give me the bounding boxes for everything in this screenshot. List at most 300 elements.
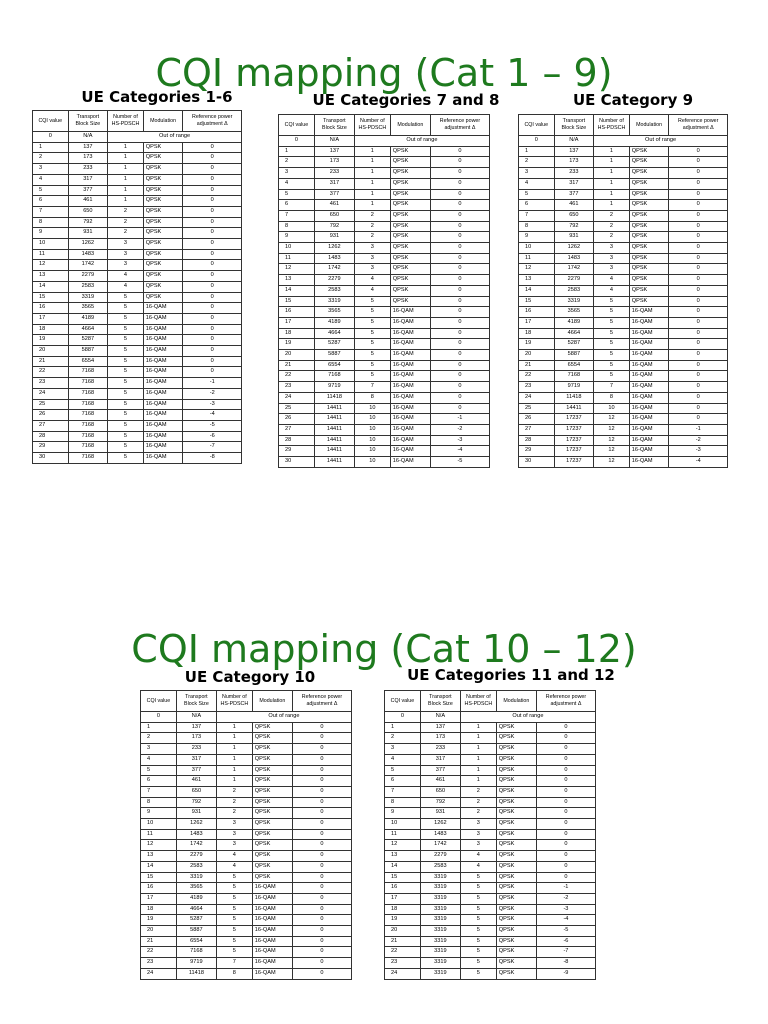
cqi-value-cell: 10 [33, 239, 69, 250]
cqi-value-cell: 0 [33, 132, 69, 143]
cqi-value-cell: 13 [279, 275, 315, 286]
hs-pdsch-cell: 5 [108, 346, 144, 357]
hs-pdsch-cell: 2 [108, 228, 144, 239]
hs-pdsch-cell: 5 [354, 339, 390, 350]
hs-pdsch-cell: 1 [460, 744, 496, 755]
table-row [385, 754, 596, 765]
modulation-cell: 16-QAM [143, 431, 183, 442]
modulation-cell: QPSK [390, 146, 430, 157]
modulation-cell: QPSK [496, 722, 536, 733]
table-row [519, 382, 728, 393]
table-row [279, 446, 490, 457]
cqi-value-cell: 21 [519, 360, 555, 371]
table-row [385, 936, 596, 947]
out-of-range-cell: Out of range [594, 136, 728, 147]
modulation-cell: QPSK [390, 264, 430, 275]
cqi-value-cell: 2 [33, 153, 69, 164]
tbs-cell: 650 [314, 210, 354, 221]
hs-pdsch-cell: 5 [594, 307, 630, 318]
power-adjust-cell: -3 [669, 446, 728, 457]
cqi-value-cell: 13 [33, 271, 69, 282]
cqi-value-cell: 10 [519, 243, 555, 254]
power-adjust-cell: -2 [669, 435, 728, 446]
hs-pdsch-cell: 10 [354, 457, 390, 468]
table-row [519, 232, 728, 243]
cqi-value-cell: 3 [141, 744, 177, 755]
hs-pdsch-cell: 1 [460, 733, 496, 744]
table-row [385, 883, 596, 894]
cqi-value-cell: 13 [385, 851, 421, 862]
cqi-value-cell: 19 [385, 915, 421, 926]
table-row [279, 360, 490, 371]
hs-pdsch-cell: 5 [594, 350, 630, 361]
tbs-cell: 377 [420, 765, 460, 776]
power-adjust-cell: -1 [536, 883, 595, 894]
tbs-cell: 377 [554, 189, 594, 200]
cqi-value-cell: 13 [141, 851, 177, 862]
modulation-cell: QPSK [496, 808, 536, 819]
modulation-cell: QPSK [496, 829, 536, 840]
modulation-cell: QPSK [143, 217, 183, 228]
cqi-value-cell: 3 [33, 164, 69, 175]
column-header: CQI value [279, 115, 315, 136]
power-adjust-cell: 0 [536, 797, 595, 808]
cqi-value-cell: 22 [141, 947, 177, 958]
table-row [279, 457, 490, 468]
table-row [279, 350, 490, 361]
modulation-cell: 16-QAM [252, 904, 292, 915]
power-adjust-cell: -8 [183, 453, 242, 464]
modulation-cell: QPSK [252, 872, 292, 883]
modulation-cell: QPSK [252, 765, 292, 776]
cqi-value-cell: 7 [141, 786, 177, 797]
power-adjust-cell: 0 [430, 296, 489, 307]
cqi-value-cell: 26 [279, 414, 315, 425]
table-row [33, 378, 242, 389]
hs-pdsch-cell: 5 [108, 303, 144, 314]
modulation-cell: QPSK [496, 819, 536, 830]
table-header-row [519, 115, 728, 136]
power-adjust-cell: 0 [430, 157, 489, 168]
modulation-cell: 16-QAM [252, 893, 292, 904]
cqi-value-cell: 15 [519, 296, 555, 307]
table-row [385, 840, 596, 851]
hs-pdsch-cell: 1 [108, 196, 144, 207]
cqi-value-cell: 29 [279, 446, 315, 457]
tbs-cell: 6554 [176, 936, 216, 947]
hs-pdsch-cell: 2 [460, 808, 496, 819]
cqi-value-cell: 19 [141, 915, 177, 926]
power-adjust-cell: 0 [292, 883, 351, 894]
power-adjust-cell: 0 [430, 264, 489, 275]
table-label-cat-9: UE Category 9 [573, 91, 693, 109]
table-row [279, 221, 490, 232]
power-adjust-cell: -2 [183, 388, 242, 399]
cqi-value-cell: 5 [385, 765, 421, 776]
hs-pdsch-cell: 10 [594, 403, 630, 414]
power-adjust-cell: 0 [669, 243, 728, 254]
power-adjust-cell: 0 [669, 221, 728, 232]
table-row [279, 307, 490, 318]
power-adjust-cell: 0 [669, 232, 728, 243]
power-adjust-cell: -5 [183, 420, 242, 431]
hs-pdsch-cell: 12 [594, 446, 630, 457]
cqi-value-cell: 17 [33, 313, 69, 324]
tbs-cell: 2279 [314, 275, 354, 286]
table-row [279, 168, 490, 179]
hs-pdsch-cell: 1 [108, 142, 144, 153]
tbs-cell: 4189 [68, 313, 108, 324]
modulation-cell: 16-QAM [143, 453, 183, 464]
modulation-cell: QPSK [629, 221, 669, 232]
power-adjust-cell: 0 [669, 285, 728, 296]
modulation-cell: 16-QAM [629, 317, 669, 328]
power-adjust-cell: 0 [536, 786, 595, 797]
cqi-value-cell: 20 [33, 346, 69, 357]
column-header: Reference power adjustment Δ [430, 115, 489, 136]
cqi-value-cell: 1 [385, 722, 421, 733]
power-adjust-cell: -1 [183, 378, 242, 389]
modulation-cell: 16-QAM [252, 947, 292, 958]
table-row [33, 196, 242, 207]
table-row [519, 168, 728, 179]
modulation-cell: 16-QAM [252, 915, 292, 926]
column-header: Transport Block Size [554, 115, 594, 136]
tbs-cell: 3319 [176, 872, 216, 883]
modulation-cell: 16-QAM [629, 403, 669, 414]
column-header: Reference power adjustment Δ [183, 111, 242, 132]
cqi-value-cell: 24 [385, 968, 421, 979]
hs-pdsch-cell: 5 [594, 360, 630, 371]
cqi-value-cell: 11 [279, 253, 315, 264]
power-adjust-cell: 0 [292, 808, 351, 819]
table-row [519, 392, 728, 403]
hs-pdsch-cell: 2 [216, 797, 252, 808]
table-row [519, 424, 728, 435]
power-adjust-cell: -7 [183, 442, 242, 453]
table-row [385, 893, 596, 904]
cqi-value-cell: 23 [385, 958, 421, 969]
power-adjust-cell: 0 [669, 328, 728, 339]
hs-pdsch-cell: 3 [216, 829, 252, 840]
cqi-value-cell: 17 [519, 317, 555, 328]
tbs-cell: 2279 [176, 851, 216, 862]
modulation-cell: 16-QAM [390, 382, 430, 393]
table-row [519, 371, 728, 382]
cqi-value-cell: 19 [33, 335, 69, 346]
tbs-cell: 1262 [314, 243, 354, 254]
table-row [33, 453, 242, 464]
cqi-value-cell: 27 [519, 424, 555, 435]
power-adjust-cell: -6 [183, 431, 242, 442]
power-adjust-cell: 0 [430, 382, 489, 393]
power-adjust-cell: 0 [669, 382, 728, 393]
cqi-value-cell: 6 [141, 776, 177, 787]
power-adjust-cell: 0 [536, 861, 595, 872]
hs-pdsch-cell: 5 [108, 399, 144, 410]
slide-title-cat-10-12: CQI mapping (Cat 10 – 12) [131, 627, 637, 671]
tbs-cell: 14411 [314, 457, 354, 468]
modulation-cell: QPSK [252, 840, 292, 851]
table-row [519, 350, 728, 361]
tbs-cell: 1483 [420, 829, 460, 840]
modulation-cell: 16-QAM [390, 457, 430, 468]
modulation-cell: QPSK [496, 861, 536, 872]
cqi-value-cell: 3 [385, 744, 421, 755]
hs-pdsch-cell: 1 [594, 189, 630, 200]
power-adjust-cell: 0 [430, 168, 489, 179]
table-row [33, 399, 242, 410]
modulation-cell: QPSK [496, 904, 536, 915]
power-adjust-cell: 0 [536, 754, 595, 765]
cqi-value-cell: 8 [33, 217, 69, 228]
power-adjust-cell: 0 [669, 317, 728, 328]
hs-pdsch-cell: 1 [108, 164, 144, 175]
power-adjust-cell: -5 [536, 926, 595, 937]
table-row [141, 947, 352, 958]
column-header: Number of HS-PDSCH [216, 691, 252, 712]
cqi-value-cell: 23 [141, 958, 177, 969]
modulation-cell: 16-QAM [629, 339, 669, 350]
hs-pdsch-cell: 1 [594, 200, 630, 211]
table-row [519, 243, 728, 254]
table-row [385, 915, 596, 926]
power-adjust-cell: 0 [292, 851, 351, 862]
modulation-cell: 16-QAM [390, 403, 430, 414]
power-adjust-cell: 0 [669, 403, 728, 414]
table-row [519, 189, 728, 200]
modulation-cell: 16-QAM [629, 350, 669, 361]
column-header: Reference power adjustment Δ [669, 115, 728, 136]
tbs-cell: 14411 [314, 435, 354, 446]
power-adjust-cell: -4 [430, 446, 489, 457]
hs-pdsch-cell: 12 [594, 435, 630, 446]
table-row [33, 217, 242, 228]
table-row [33, 388, 242, 399]
table-row [141, 893, 352, 904]
modulation-cell: 16-QAM [629, 457, 669, 468]
hs-pdsch-cell: 1 [594, 157, 630, 168]
tbs-cell: 931 [314, 232, 354, 243]
power-adjust-cell: 0 [183, 281, 242, 292]
column-header: CQI value [141, 691, 177, 712]
power-adjust-cell: 0 [292, 872, 351, 883]
hs-pdsch-cell: 10 [354, 403, 390, 414]
hs-pdsch-cell: 2 [354, 210, 390, 221]
modulation-cell: QPSK [390, 243, 430, 254]
power-adjust-cell: 0 [183, 174, 242, 185]
cqi-value-cell: 25 [519, 403, 555, 414]
power-adjust-cell: -2 [536, 893, 595, 904]
cqi-value-cell: 12 [279, 264, 315, 275]
modulation-cell: QPSK [143, 271, 183, 282]
modulation-cell: 16-QAM [143, 399, 183, 410]
modulation-cell: 16-QAM [629, 424, 669, 435]
hs-pdsch-cell: 5 [354, 360, 390, 371]
tbs-cell: 173 [314, 157, 354, 168]
cqi-value-cell: 16 [519, 307, 555, 318]
modulation-cell: QPSK [629, 157, 669, 168]
tbs-cell: 461 [420, 776, 460, 787]
hs-pdsch-cell: 1 [460, 776, 496, 787]
tbs-cell: 461 [68, 196, 108, 207]
hs-pdsch-cell: 7 [216, 958, 252, 969]
table-row [279, 339, 490, 350]
hs-pdsch-cell: 4 [216, 851, 252, 862]
tbs-cell: 4664 [314, 328, 354, 339]
tbs-cell: N/A [554, 136, 594, 147]
hs-pdsch-cell: 5 [460, 947, 496, 958]
modulation-cell: QPSK [496, 754, 536, 765]
table-row [385, 926, 596, 937]
hs-pdsch-cell: 5 [108, 356, 144, 367]
table-row [141, 851, 352, 862]
tbs-cell: 2279 [68, 271, 108, 282]
tbs-cell: 5287 [554, 339, 594, 350]
cqi-value-cell: 21 [385, 936, 421, 947]
hs-pdsch-cell: 1 [354, 157, 390, 168]
modulation-cell: 16-QAM [143, 442, 183, 453]
tbs-cell: 2279 [554, 275, 594, 286]
tbs-cell: 2583 [314, 285, 354, 296]
modulation-cell: QPSK [496, 776, 536, 787]
tbs-cell: 377 [314, 189, 354, 200]
hs-pdsch-cell: 3 [216, 840, 252, 851]
tbs-cell: 137 [314, 146, 354, 157]
cqi-value-cell: 11 [33, 249, 69, 260]
hs-pdsch-cell: 5 [460, 968, 496, 979]
hs-pdsch-cell: 2 [594, 232, 630, 243]
hs-pdsch-cell: 5 [460, 926, 496, 937]
cqi-value-cell: 10 [141, 819, 177, 830]
modulation-cell: QPSK [143, 142, 183, 153]
tbs-cell: 233 [314, 168, 354, 179]
cqi-value-cell: 4 [519, 178, 555, 189]
power-adjust-cell: 0 [669, 168, 728, 179]
hs-pdsch-cell: 5 [460, 883, 496, 894]
table-row [279, 382, 490, 393]
power-adjust-cell: 0 [292, 776, 351, 787]
power-adjust-cell: 0 [183, 142, 242, 153]
cqi-value-cell: 27 [33, 420, 69, 431]
power-adjust-cell: 0 [669, 360, 728, 371]
tbs-cell: 14411 [314, 446, 354, 457]
tbs-cell: 317 [68, 174, 108, 185]
table-label-cat-1-6: UE Categories 1-6 [81, 88, 233, 106]
tbs-cell: 6554 [314, 360, 354, 371]
cqi-value-cell: 16 [385, 883, 421, 894]
power-adjust-cell: -4 [183, 410, 242, 421]
modulation-cell: 16-QAM [143, 346, 183, 357]
tbs-cell: 14411 [314, 414, 354, 425]
table-row [33, 356, 242, 367]
cqi-value-cell: 18 [33, 324, 69, 335]
power-adjust-cell: 0 [669, 275, 728, 286]
modulation-cell: 16-QAM [143, 410, 183, 421]
table-row [141, 765, 352, 776]
cqi-value-cell: 28 [33, 431, 69, 442]
modulation-cell: 16-QAM [629, 414, 669, 425]
cqi-value-cell: 9 [33, 228, 69, 239]
cqi-value-cell: 1 [279, 146, 315, 157]
cqi-value-cell: 0 [385, 712, 421, 723]
column-header: Number of HS-PDSCH [594, 115, 630, 136]
modulation-cell: QPSK [143, 185, 183, 196]
modulation-cell: 16-QAM [390, 424, 430, 435]
tbs-cell: 137 [420, 722, 460, 733]
table-header-row [279, 115, 490, 136]
hs-pdsch-cell: 1 [460, 754, 496, 765]
modulation-cell: 16-QAM [143, 324, 183, 335]
cqi-value-cell: 8 [141, 797, 177, 808]
modulation-cell: QPSK [143, 153, 183, 164]
hs-pdsch-cell: 1 [354, 168, 390, 179]
power-adjust-cell: 0 [669, 339, 728, 350]
modulation-cell: QPSK [252, 776, 292, 787]
table-row [141, 754, 352, 765]
table-row [141, 808, 352, 819]
modulation-cell: QPSK [390, 275, 430, 286]
tbs-cell: 1483 [554, 253, 594, 264]
modulation-cell: QPSK [390, 178, 430, 189]
modulation-cell: QPSK [496, 872, 536, 883]
power-adjust-cell: 0 [430, 253, 489, 264]
cqi-value-cell: 26 [519, 414, 555, 425]
power-adjust-cell: -2 [430, 424, 489, 435]
power-adjust-cell: 0 [430, 392, 489, 403]
modulation-cell: QPSK [143, 260, 183, 271]
hs-pdsch-cell: 1 [108, 153, 144, 164]
cqi-value-cell: 16 [33, 303, 69, 314]
tbs-cell: 1483 [176, 829, 216, 840]
power-adjust-cell: 0 [430, 328, 489, 339]
table-row [141, 958, 352, 969]
cqi-value-cell: 1 [519, 146, 555, 157]
cqi-value-cell: 11 [519, 253, 555, 264]
hs-pdsch-cell: 5 [460, 904, 496, 915]
cqi-value-cell: 18 [279, 328, 315, 339]
tbs-cell: 650 [420, 786, 460, 797]
hs-pdsch-cell: 1 [216, 722, 252, 733]
column-header: Modulation [629, 115, 669, 136]
table-row [385, 808, 596, 819]
cqi-value-cell: 24 [141, 968, 177, 979]
modulation-cell: QPSK [252, 797, 292, 808]
cqi-value-cell: 17 [279, 317, 315, 328]
tbs-cell: 3319 [420, 883, 460, 894]
power-adjust-cell: 0 [536, 819, 595, 830]
table-row [519, 435, 728, 446]
power-adjust-cell: 0 [183, 346, 242, 357]
table-row [279, 328, 490, 339]
hs-pdsch-cell: 5 [354, 317, 390, 328]
power-adjust-cell: 0 [669, 157, 728, 168]
power-adjust-cell: 0 [669, 350, 728, 361]
modulation-cell: 16-QAM [390, 360, 430, 371]
table-row [141, 829, 352, 840]
power-adjust-cell: 0 [430, 317, 489, 328]
hs-pdsch-cell: 5 [216, 936, 252, 947]
hs-pdsch-cell: 8 [594, 392, 630, 403]
modulation-cell: QPSK [390, 221, 430, 232]
hs-pdsch-cell: 1 [354, 189, 390, 200]
cqi-value-cell: 12 [385, 840, 421, 851]
cqi-value-cell: 3 [519, 168, 555, 179]
modulation-cell: 16-QAM [252, 936, 292, 947]
table-row [141, 786, 352, 797]
cqi-value-cell: 5 [141, 765, 177, 776]
hs-pdsch-cell: 3 [108, 249, 144, 260]
